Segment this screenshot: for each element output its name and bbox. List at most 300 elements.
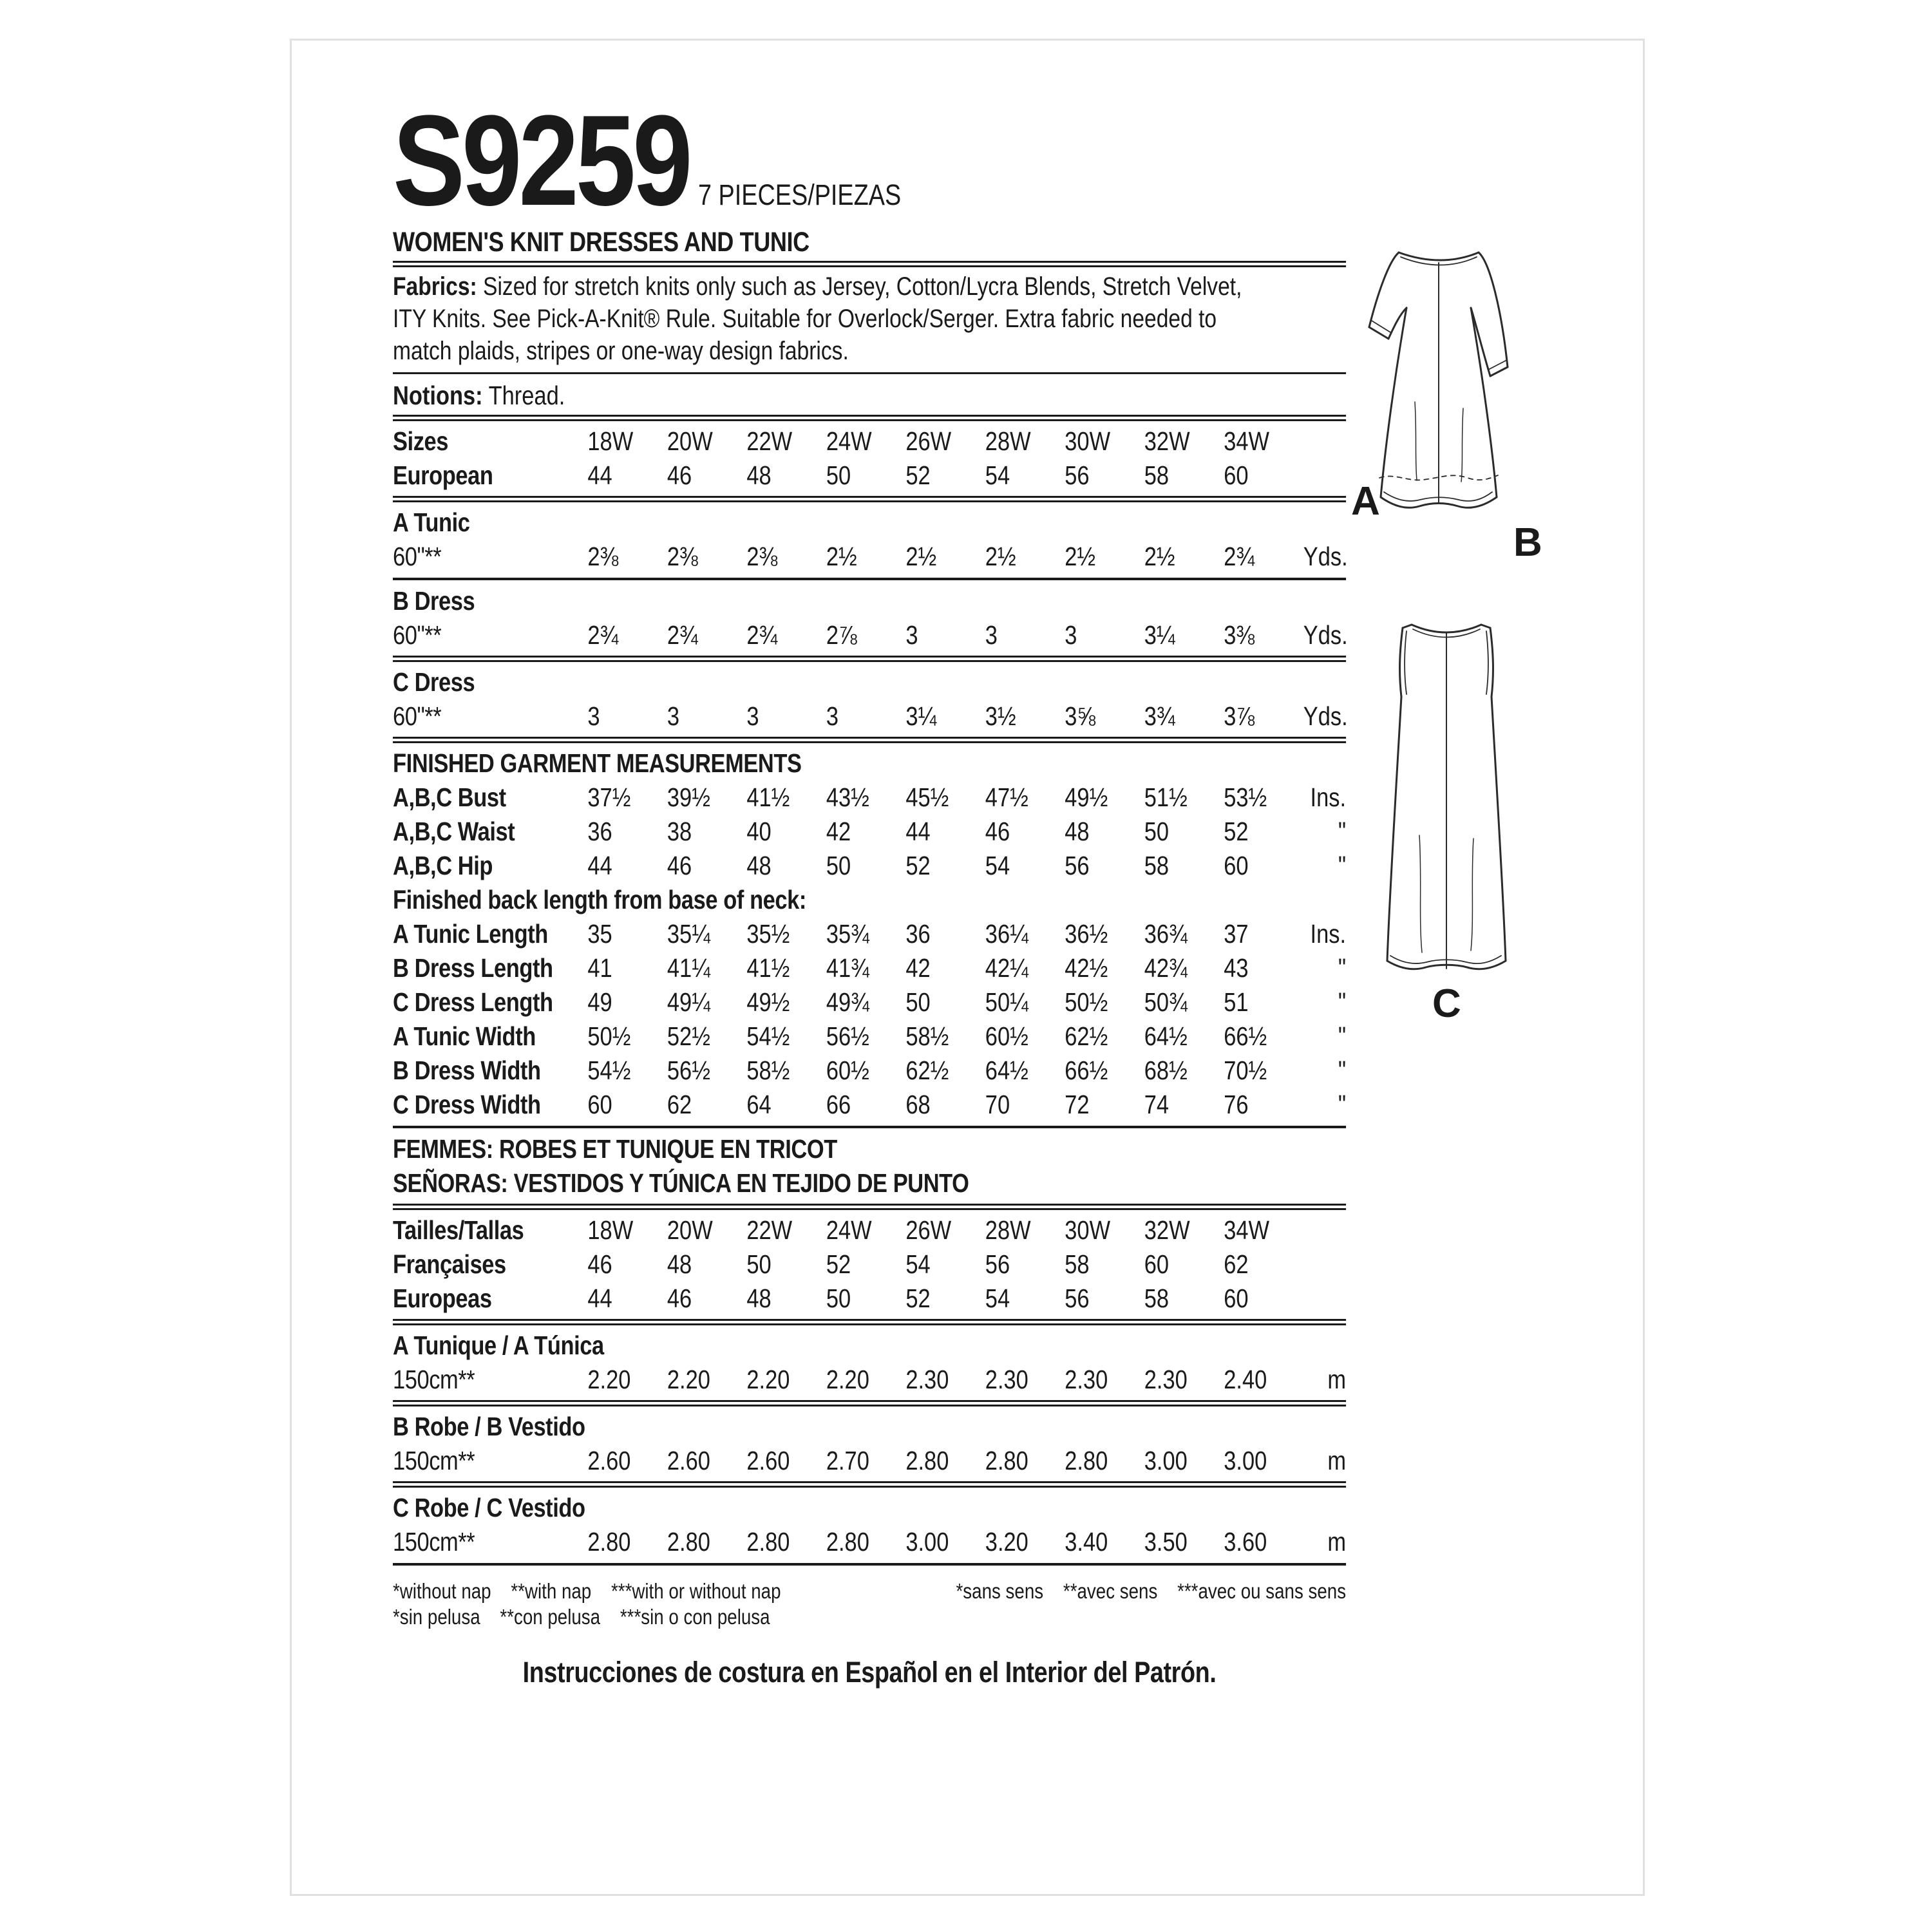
cell-value: 32W xyxy=(1144,1215,1190,1245)
row-label: C Dress Width xyxy=(393,1090,541,1119)
divider xyxy=(393,1563,1346,1566)
cell-value: 2.30 xyxy=(905,1365,949,1394)
table-row xyxy=(393,1491,1346,1525)
cell-value: 26W xyxy=(905,426,952,456)
cell-value: 60 xyxy=(1144,1249,1170,1279)
table-row xyxy=(393,424,1346,459)
cell-value: 37½ xyxy=(587,782,631,812)
pieces-count: 7 PIECES/PIEZAS xyxy=(698,178,902,211)
footnote-french: *sans sens **avec sens ***avec ou sans sens xyxy=(956,1579,1347,1603)
cell-value: 2.20 xyxy=(826,1365,869,1394)
cell-value: 3.40 xyxy=(1065,1527,1108,1557)
cell-value: 44 xyxy=(587,1283,612,1313)
fabrics-label: Fabrics: xyxy=(393,272,477,301)
unit-label: " xyxy=(1338,953,1347,983)
table-row xyxy=(393,540,1346,574)
cell-value: 3 xyxy=(746,701,759,731)
cell-value: 2.60 xyxy=(667,1446,710,1475)
divider xyxy=(393,1204,1346,1210)
cell-value: 46 xyxy=(587,1249,612,1279)
cell-value: 22W xyxy=(746,426,793,456)
unit-label: Yds. xyxy=(1303,620,1348,650)
unit-label: m xyxy=(1327,1527,1347,1557)
row-label: 60"** xyxy=(393,620,442,650)
row-label: B Dress Length xyxy=(393,953,553,983)
title-french: FEMMES: ROBES ET TUNIQUE EN TRICOT xyxy=(393,1134,837,1164)
row-label: B Dress xyxy=(393,586,475,616)
cell-value: 2½ xyxy=(826,542,857,571)
drape-line xyxy=(1415,402,1417,480)
sleeve-a-outer xyxy=(1369,252,1399,327)
cell-value: 3 xyxy=(667,701,680,731)
cell-value: 2¾ xyxy=(667,620,698,650)
cell-value: 20W xyxy=(667,1215,713,1245)
cell-value: 50¼ xyxy=(985,987,1028,1017)
row-label: C Robe / C Vestido xyxy=(393,1493,585,1522)
cell-value: 62 xyxy=(1224,1249,1249,1279)
table-row xyxy=(393,1363,1346,1397)
cell-value: 35½ xyxy=(746,919,790,949)
cell-value: 3.50 xyxy=(1144,1527,1188,1557)
side-seam-right xyxy=(1492,697,1506,961)
cell-value: 52 xyxy=(905,851,931,880)
side-seam-right xyxy=(1471,308,1497,497)
cell-value: 2.30 xyxy=(1144,1365,1188,1394)
unit-label: Ins. xyxy=(1310,782,1347,812)
unit-label: " xyxy=(1338,987,1347,1017)
table-row xyxy=(393,1329,1346,1363)
cell-value: 48 xyxy=(746,460,772,490)
divider xyxy=(393,496,1346,502)
main-content xyxy=(393,89,1348,1689)
cell-value: 66½ xyxy=(1224,1021,1267,1051)
cell-value: 2.60 xyxy=(746,1446,790,1475)
cell-value: 2.80 xyxy=(1065,1446,1108,1475)
cell-value: 2¾ xyxy=(1224,542,1255,571)
drape-line xyxy=(1471,838,1473,951)
table-row xyxy=(393,459,1346,493)
row-label: Europeas xyxy=(393,1283,492,1313)
cell-value: 41 xyxy=(587,953,612,983)
divider xyxy=(393,415,1346,421)
cell-value: 18W xyxy=(587,426,634,456)
cell-value: 42 xyxy=(905,953,931,983)
divider xyxy=(393,737,1346,743)
cell-value: 68½ xyxy=(1144,1056,1188,1085)
cell-value: 2.40 xyxy=(1224,1365,1267,1394)
divider xyxy=(393,261,1346,267)
drape-line xyxy=(1461,408,1463,482)
cell-value: 60½ xyxy=(985,1021,1028,1051)
cell-value: 48 xyxy=(667,1249,692,1279)
cell-value: 3⅜ xyxy=(1224,620,1255,650)
cell-value: 50 xyxy=(826,1283,851,1313)
unit-label: " xyxy=(1338,1090,1347,1119)
cell-value: 50 xyxy=(826,851,851,880)
cell-value: 20W xyxy=(667,426,713,456)
row-label: A,B,C Waist xyxy=(393,817,515,846)
cell-value: 46 xyxy=(667,851,692,880)
cell-value: 66 xyxy=(826,1090,851,1119)
cell-value: 60 xyxy=(1224,460,1249,490)
cell-value: 52 xyxy=(826,1249,851,1279)
cell-value: 60½ xyxy=(826,1056,869,1085)
cell-value: 34W xyxy=(1224,426,1270,456)
cell-value: 2¾ xyxy=(746,620,778,650)
table-row xyxy=(393,1088,1346,1122)
unit-label: " xyxy=(1338,817,1347,846)
cell-value: 68 xyxy=(905,1090,931,1119)
cell-value: 2.80 xyxy=(746,1527,790,1557)
cell-value: 3.20 xyxy=(985,1527,1028,1557)
cell-value: 50 xyxy=(905,987,931,1017)
cell-value: 41½ xyxy=(746,782,790,812)
cell-value: 42¼ xyxy=(985,953,1028,983)
cell-value: 39½ xyxy=(667,782,710,812)
cell-value: 2.80 xyxy=(667,1527,710,1557)
cell-value: 52 xyxy=(1224,817,1249,846)
cell-value: 50 xyxy=(1144,817,1170,846)
cell-value: 3¼ xyxy=(1144,620,1175,650)
table-row xyxy=(393,1444,1346,1478)
cell-value: 2.80 xyxy=(587,1527,631,1557)
table-row xyxy=(393,951,1346,985)
row-label: C Dress Length xyxy=(393,987,553,1017)
notions-label: Notions: xyxy=(393,381,483,410)
unit-label: " xyxy=(1338,1056,1347,1085)
cell-value: 36½ xyxy=(1065,919,1108,949)
table-row xyxy=(393,746,1346,781)
table-row xyxy=(393,815,1346,849)
fabrics-paragraph xyxy=(393,270,1346,367)
cell-value: 2½ xyxy=(1065,542,1096,571)
footnote-spanish: *sin pelusa **con pelusa ***sin o con pelusa xyxy=(393,1605,770,1629)
cell-value: 32W xyxy=(1144,426,1190,456)
table-row xyxy=(393,1213,1346,1247)
cell-value: 48 xyxy=(746,851,772,880)
cell-value: 2.60 xyxy=(587,1446,631,1475)
cell-value: 49½ xyxy=(746,987,790,1017)
cell-value: 58½ xyxy=(746,1056,790,1085)
cell-value: 41½ xyxy=(746,953,790,983)
table-row xyxy=(393,1247,1346,1282)
cell-value: 53½ xyxy=(1224,782,1267,812)
notions-text: Thread. xyxy=(482,381,565,410)
armhole-right xyxy=(1490,628,1493,697)
unit-label: m xyxy=(1327,1446,1347,1475)
cell-value: 42 xyxy=(826,817,851,846)
table-row xyxy=(393,1282,1346,1316)
cell-value: 2.30 xyxy=(1065,1365,1108,1394)
cell-value: 35 xyxy=(587,919,612,949)
unit-label: Yds. xyxy=(1303,542,1348,571)
title-spanish-row xyxy=(393,1166,1346,1200)
cell-value: 26W xyxy=(905,1215,952,1245)
cell-value: 60 xyxy=(587,1090,612,1119)
cell-value: 2.80 xyxy=(905,1446,949,1475)
cell-value: 64 xyxy=(746,1090,772,1119)
notions-line xyxy=(393,379,1346,412)
cell-value: 36 xyxy=(905,919,931,949)
cell-value: 3.00 xyxy=(1224,1446,1267,1475)
row-label: A Tunic Length xyxy=(393,919,548,949)
cell-value: 43 xyxy=(1224,953,1249,983)
cell-value: 35¼ xyxy=(667,919,710,949)
cell-value: 2.20 xyxy=(746,1365,790,1394)
row-label: 150cm** xyxy=(393,1365,475,1394)
divider xyxy=(393,1481,1346,1488)
cell-value: 3 xyxy=(826,701,839,731)
cell-value: 56 xyxy=(985,1249,1010,1279)
cell-value: 54½ xyxy=(587,1056,631,1085)
cell-value: 22W xyxy=(746,1215,793,1245)
cell-value: 2½ xyxy=(1144,542,1175,571)
cell-value: 52½ xyxy=(667,1021,710,1051)
cell-value: 36¾ xyxy=(1144,919,1188,949)
cell-value: 30W xyxy=(1065,426,1111,456)
cell-value: 52 xyxy=(905,1283,931,1313)
row-label: A,B,C Hip xyxy=(393,851,493,880)
cell-value: 24W xyxy=(826,426,872,456)
cell-value: 44 xyxy=(905,817,931,846)
cell-value: 54 xyxy=(905,1249,931,1279)
divider xyxy=(393,1319,1346,1325)
cell-value: 2.80 xyxy=(826,1527,869,1557)
drape-line xyxy=(1419,835,1422,952)
cell-value: 2.70 xyxy=(826,1446,869,1475)
cell-value: 34W xyxy=(1224,1215,1270,1245)
cell-value: 48 xyxy=(1065,817,1090,846)
spanish-instructions-note: Instrucciones de costura en Español en el Interior del Patrón. xyxy=(522,1656,1217,1689)
divider xyxy=(393,656,1346,662)
row-label: B Dress Width xyxy=(393,1056,541,1085)
view-c-label: C xyxy=(1432,981,1461,1026)
cell-value: 51 xyxy=(1224,987,1249,1017)
divider xyxy=(393,1400,1346,1406)
row-label: C Dress xyxy=(393,667,475,697)
cell-value: 50½ xyxy=(587,1021,631,1051)
row-label: Françaises xyxy=(393,1249,506,1279)
cell-value: 50¾ xyxy=(1144,987,1188,1017)
cell-value: 76 xyxy=(1224,1090,1249,1119)
cell-value: 60 xyxy=(1224,1283,1249,1313)
cell-value: 62 xyxy=(667,1090,692,1119)
neckline xyxy=(1399,252,1479,260)
view-b-label: B xyxy=(1513,520,1542,565)
cell-value: 74 xyxy=(1144,1090,1170,1119)
cell-value: 44 xyxy=(587,460,612,490)
cell-value: 42¾ xyxy=(1144,953,1188,983)
title-spanish: SEÑORAS: VESTIDOS Y TÚNICA EN TEJIDO DE PUNTO xyxy=(393,1168,969,1198)
unit-label: " xyxy=(1338,851,1347,880)
cell-value: 3.00 xyxy=(1144,1446,1188,1475)
cell-value: 49¼ xyxy=(667,987,710,1017)
divider xyxy=(393,1126,1346,1128)
cell-value: 49½ xyxy=(1065,782,1108,812)
row-label: A Tunic Width xyxy=(393,1021,536,1051)
sleeve-b-band xyxy=(1488,361,1506,370)
cell-value: 49¾ xyxy=(826,987,869,1017)
cell-value: 3.00 xyxy=(905,1527,949,1557)
cell-value: 2.20 xyxy=(587,1365,631,1394)
cell-value: 56 xyxy=(1065,851,1090,880)
cell-value: 66½ xyxy=(1065,1056,1108,1085)
cell-value: 3 xyxy=(905,620,918,650)
cell-value: 36¼ xyxy=(985,919,1028,949)
cell-value: 18W xyxy=(587,1215,634,1245)
row-label: A,B,C Bust xyxy=(393,782,506,812)
cell-value: 49 xyxy=(587,987,612,1017)
cell-value: 62½ xyxy=(905,1056,949,1085)
cell-value: 58 xyxy=(1144,851,1170,880)
cell-value: 60 xyxy=(1224,851,1249,880)
cell-value: 72 xyxy=(1065,1090,1090,1119)
cell-value: 43½ xyxy=(826,782,869,812)
cell-value: 64½ xyxy=(1144,1021,1188,1051)
table-row xyxy=(393,917,1346,951)
cell-value: 3.60 xyxy=(1224,1527,1267,1557)
cell-value: 56½ xyxy=(667,1056,710,1085)
table-row xyxy=(393,1525,1346,1559)
row-label: 60"** xyxy=(393,542,442,571)
cell-value: 54 xyxy=(985,1283,1010,1313)
cell-value: 47½ xyxy=(985,782,1028,812)
cell-value: 28W xyxy=(985,426,1031,456)
cell-value: 56 xyxy=(1065,1283,1090,1313)
table-row xyxy=(393,618,1346,652)
shoulder-left xyxy=(1403,625,1412,628)
table-row xyxy=(393,1019,1346,1054)
title-french-row xyxy=(393,1132,1346,1166)
unit-label: Yds. xyxy=(1303,701,1348,731)
unit-label: m xyxy=(1327,1365,1347,1394)
cell-value: 40 xyxy=(746,817,772,846)
table-row xyxy=(393,883,1346,917)
footnote-english: *without nap **with nap ***with or without nap xyxy=(393,1579,781,1603)
cell-value: 70½ xyxy=(1224,1056,1267,1085)
sleeve-b-cuff xyxy=(1490,367,1508,376)
table-row xyxy=(393,665,1346,699)
row-label: A Tunique / A Túnica xyxy=(393,1331,604,1360)
cell-value: 52 xyxy=(905,460,931,490)
cell-value: 2½ xyxy=(905,542,937,571)
row-label: FINISHED GARMENT MEASUREMENTS xyxy=(393,748,802,778)
cell-value: 58½ xyxy=(905,1021,949,1051)
row-label: European xyxy=(393,460,493,490)
table-row xyxy=(393,849,1346,883)
fabrics-line: match plaids, stripes or one-way design fabrics. xyxy=(393,337,849,365)
unit-label: Ins. xyxy=(1310,919,1347,949)
cell-value: 2.30 xyxy=(985,1365,1028,1394)
row-label: 150cm** xyxy=(393,1446,475,1475)
cell-value: 58 xyxy=(1065,1249,1090,1279)
cell-value: 45½ xyxy=(905,782,949,812)
cell-value: 54½ xyxy=(746,1021,790,1051)
cell-value: 3 xyxy=(1065,620,1077,650)
cell-value: 2.20 xyxy=(667,1365,710,1394)
table-row xyxy=(393,1054,1346,1088)
cell-value: 3⅞ xyxy=(1224,701,1255,731)
cell-value: 3 xyxy=(985,620,998,650)
cell-value: 2⅜ xyxy=(667,542,698,571)
view-a-label: A xyxy=(1351,479,1380,524)
cell-value: 56 xyxy=(1065,460,1090,490)
shoulder-right xyxy=(1481,625,1490,628)
cell-value: 38 xyxy=(667,817,692,846)
armhole-left xyxy=(1400,628,1403,697)
row-label: Sizes xyxy=(393,426,448,456)
cell-value: 46 xyxy=(667,1283,692,1313)
cell-value: 35¾ xyxy=(826,919,869,949)
cell-value: 64½ xyxy=(985,1056,1028,1085)
cell-value: 30W xyxy=(1065,1215,1111,1245)
footnotes-row xyxy=(393,1578,1346,1604)
neckline xyxy=(1412,625,1481,632)
cell-value: 51½ xyxy=(1144,782,1188,812)
cell-value: 50 xyxy=(746,1249,772,1279)
cell-value: 2½ xyxy=(985,542,1016,571)
cell-value: 41¼ xyxy=(667,953,710,983)
cell-value: 3¾ xyxy=(1144,701,1175,731)
table-row xyxy=(393,1410,1346,1444)
cell-value: 58 xyxy=(1144,460,1170,490)
cell-value: 50 xyxy=(826,460,851,490)
divider xyxy=(393,578,1346,580)
cell-value: 42½ xyxy=(1065,953,1108,983)
cell-value: 2.80 xyxy=(985,1446,1028,1475)
pattern-number: S9259 xyxy=(393,89,690,232)
row-label: 150cm** xyxy=(393,1527,475,1557)
divider xyxy=(393,372,1346,374)
cell-value: 3¼ xyxy=(905,701,937,731)
table-row xyxy=(393,699,1346,734)
cell-value: 56½ xyxy=(826,1021,869,1051)
cell-value: 41¾ xyxy=(826,953,869,983)
cell-value: 46 xyxy=(667,460,692,490)
title-english: WOMEN'S KNIT DRESSES AND TUNIC xyxy=(393,227,810,258)
cell-value: 37 xyxy=(1224,919,1249,949)
dress-c-back-illustration xyxy=(1370,613,1525,987)
cell-value: 62½ xyxy=(1065,1021,1108,1051)
cell-value: 48 xyxy=(746,1283,772,1313)
cell-value: 44 xyxy=(587,851,612,880)
cell-value: 2⅜ xyxy=(746,542,778,571)
cell-value: 70 xyxy=(985,1090,1010,1119)
cell-value: 54 xyxy=(985,460,1010,490)
row-label: B Robe / B Vestido xyxy=(393,1412,585,1441)
cell-value: 2¾ xyxy=(587,620,619,650)
fabrics-text: Sized for stretch knits only such as Jersey, Cotton/Lycra Blends, Stretch Velvet, xyxy=(477,272,1242,301)
side-seam-left xyxy=(1387,697,1401,961)
cell-value: 36 xyxy=(587,817,612,846)
cell-value: 3½ xyxy=(985,701,1016,731)
row-label: Finished back length from base of neck: xyxy=(393,885,806,914)
fabrics-line xyxy=(393,270,1346,303)
cell-value: 50½ xyxy=(1065,987,1108,1017)
cell-value: 2⅞ xyxy=(826,620,857,650)
cell-value: 46 xyxy=(985,817,1010,846)
cell-value: 3 xyxy=(587,701,600,731)
header xyxy=(393,89,1346,232)
table-row xyxy=(393,781,1346,815)
cell-value: 3⅝ xyxy=(1065,701,1096,731)
cell-value: 58 xyxy=(1144,1283,1170,1313)
row-label: Tailles/Tallas xyxy=(393,1215,524,1245)
cell-value: 54 xyxy=(985,851,1010,880)
cell-value: 28W xyxy=(985,1215,1031,1245)
armhole-right-facing xyxy=(1486,631,1488,694)
armhole-left-facing xyxy=(1405,631,1406,694)
